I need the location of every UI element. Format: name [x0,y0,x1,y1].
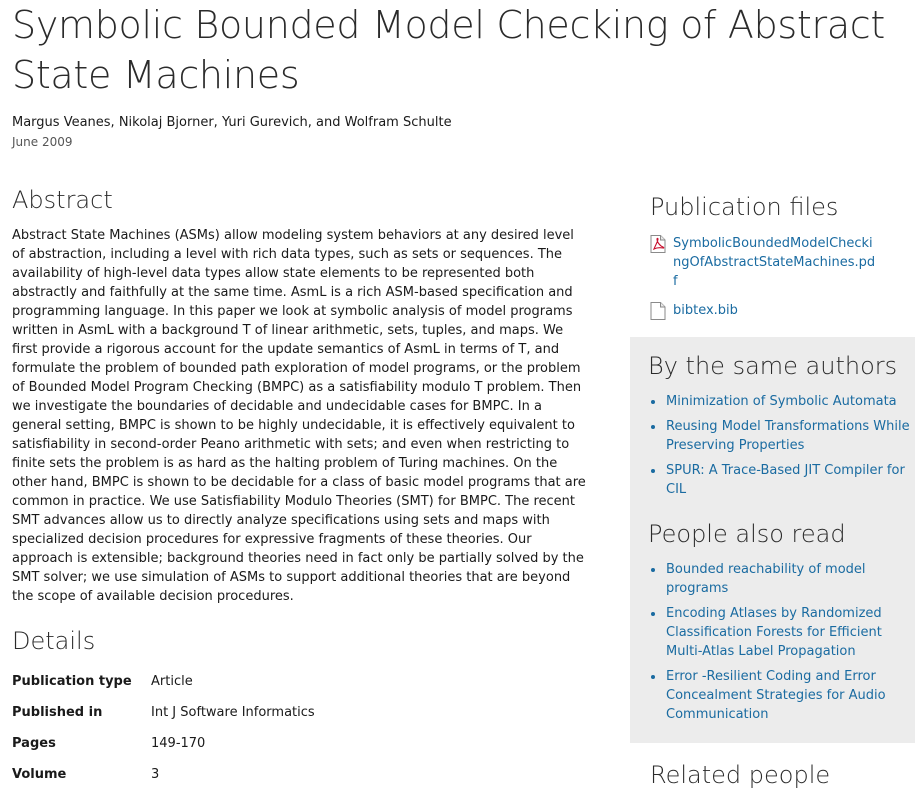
same-authors-link[interactable]: Reusing Model Transformations While Preserving Properties [666,419,910,453]
list-item [648,604,910,661]
detail-row-volume [12,765,588,796]
related-people-heading: Related people [650,761,831,789]
list-item [648,560,910,598]
publication-date: June 2009 [12,135,73,149]
also-read-heading: People also read [648,520,846,548]
same-authors-heading: By the same authors [648,352,898,380]
document-file-icon [650,302,666,320]
authors: Margus Veanes, Nikolaj Bjorner, Yuri Gurevich, and Wolfram Schulte [12,115,452,130]
list-item [648,392,910,411]
detail-label: Published in [12,705,103,720]
list-item [648,667,910,724]
same-authors-link[interactable]: SPUR: A Trace-Based JIT Compiler for CIL [666,463,905,497]
detail-value: 3 [151,767,160,782]
bib-file-link[interactable]: bibtex.bib [673,303,738,318]
publication-files-heading: Publication files [650,193,839,221]
also-read-link[interactable]: Error -Resilient Coding and Error Concealment Strategies for Audio Communication [666,669,886,722]
abstract-text: Abstract State Machines (ASMs) allow modeling system behaviors at any desired level of abstraction, including a level with rich data types, such as sets or sequences. The availability of high-level data types allow state elements to be represented both abstractly and faithfully at the same time. AsmL is a rich ASM-based specification and programming language. In this paper we look at symbolic analysis of model programs written in AsmL with a background T of linear arithmetic, sets, tuples, and maps. We first provide a rigorous account for the update semantics of AsmL in terms of T, and formulate the problem of bounded path exploration of model programs, or the problem of Bounded Model Program Checking (BMPC) as a satisfiability modulo T problem. Then we investigate the boundaries of decidable and undecidable cases for BMPC. In a general setting, BMPC is shown to be highly undecidable, it is effectively equivalent to satisfiability in second-order Peano arithmetic with sets; and even when restricting to finite sets the problem is as hard as the halting problem of Turing machines. On the other hand, BMPC is shown to be decidable for a class of basic model programs that are common in practice. We use Satisfiability Modulo Theories (SMT) for BMPC. The recent SMT advances allow us to directly analyze specifications using sets and maps with specialized decision procedures for expressive fragments of these theories. Our approach is extensible; background theories need in fact only be partially solved by the SMT solver; we use simulation of ASMs to support additional theories that are beyond the scope of available decision procedures. [12,228,586,604]
detail-row-publication-type [12,672,588,703]
also-read-list [648,560,910,730]
detail-value: 149-170 [151,736,206,751]
detail-value: Int J Software Informatics [151,705,315,720]
detail-label: Volume [12,767,67,782]
pdf-file-icon [650,235,666,253]
same-authors-list [648,392,910,505]
detail-row-published-in [12,703,588,734]
same-authors-link[interactable]: Minimization of Symbolic Automata [666,394,897,409]
detail-label: Publication type [12,674,132,689]
pdf-file-link[interactable]: SymbolicBoundedModelCheckingOfAbstractStateMachines.pdf [673,236,876,289]
abstract-heading: Abstract [12,186,113,214]
list-item [648,417,910,455]
also-read-link[interactable]: Bounded reachability of model programs [666,562,866,596]
detail-label: Pages [12,736,56,751]
file-item-bib [650,301,890,320]
detail-value: Article [151,674,193,689]
list-item [648,461,910,499]
details-table [12,672,588,796]
publication-file-list [650,234,890,330]
page-title: Symbolic Bounded Model Checking of Abstract State Machines [12,3,885,97]
side-panel [630,337,915,743]
detail-row-pages [12,734,588,765]
file-item-pdf [650,234,890,291]
details-heading: Details [12,627,96,655]
also-read-link[interactable]: Encoding Atlases by Randomized Classification Forests for Efficient Multi-Atlas Label Propagation [666,606,882,659]
